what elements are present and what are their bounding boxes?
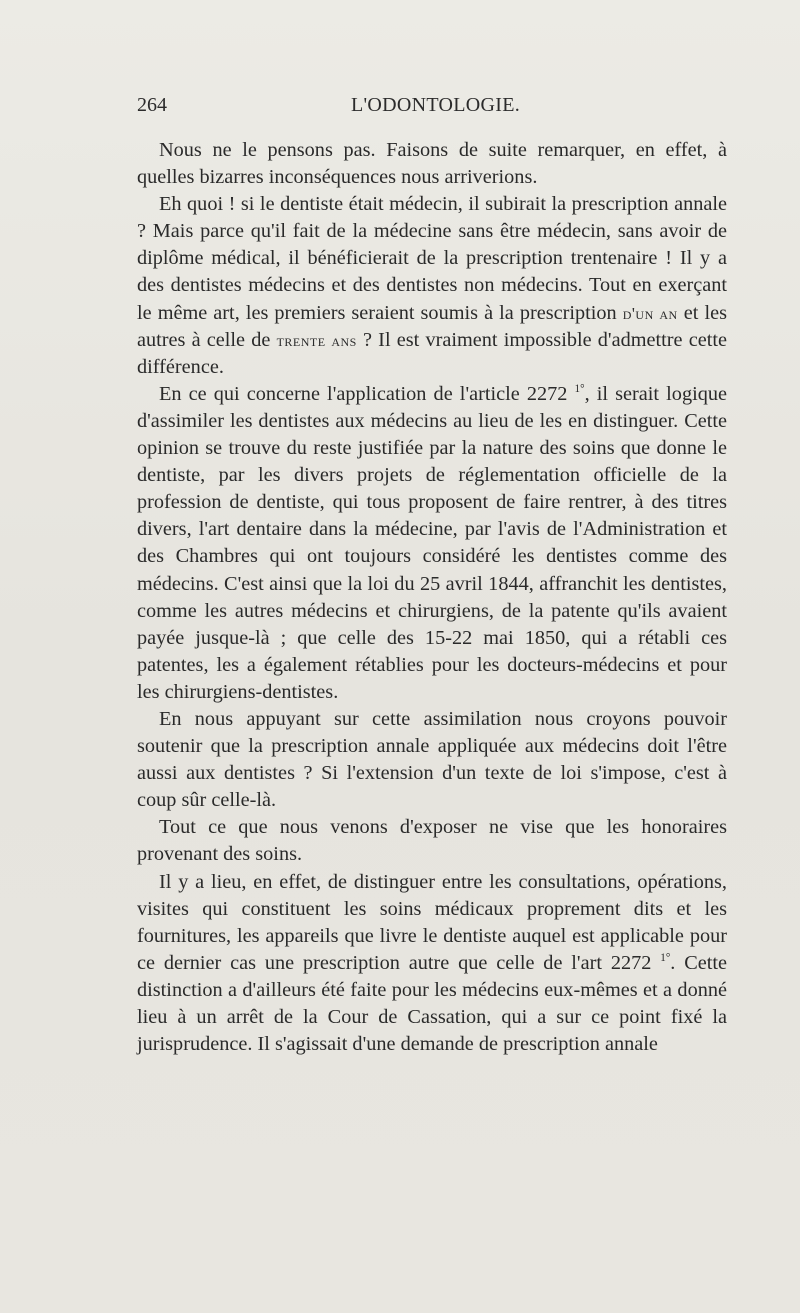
page-header	[137, 94, 727, 124]
running-title: L'ODONTOLOGIE.	[351, 94, 521, 116]
paragraph-2-text-b: et les autres à celle de	[137, 301, 727, 351]
paragraph-3-text-b: , il serait logique d'assimiler les dentistes aux médecins au lieu de les en distinguer. Cette opinion se trouve du reste justifiée par la nature des soins que donne le dentiste, par les divers projets de réglementation officielle de la profession de dentiste, qui tous proposent de faire rentrer, à des titres divers, l'art dentaire dans la médecine, par l'avis de l'Administration et des Chambres qui ont toujours considéré les dentistes comme des médecins. C'est ainsi que la loi du 25 avril 1844, affranchit les dentistes, comme les autres médecins et chirurgiens, de la patente qu'ils avaient payée jusque-là ; que celle des 15-22 mai 1850, qui a rétabli ces patentes, les a également rétablies pour les docteurs-médecins et pour les chirurgiens-dentistes.	[137, 382, 728, 703]
paragraph-6	[137, 869, 727, 1059]
body-text	[137, 137, 727, 1058]
paragraph-3	[137, 381, 727, 706]
article-superscript: 1°	[574, 383, 585, 396]
paragraph-5: Tout ce que nous venons d'exposer ne vise que les honoraires provenant des soins.	[137, 816, 727, 866]
paragraph-6-text-b: . Cette distinction a d'ailleurs été faite pour les médecins eux-mêmes et a donné lieu à un arrêt de la Cour de Cassation, qui a sur ce point fixé la jurisprudence. Il s'agissait d'une demande de prescription annale	[137, 951, 727, 1056]
article-superscript: 1°	[660, 952, 671, 964]
paragraph-1: Nous ne le pensons pas. Faisons de suite remarquer, en effet, à quelles bizarres inconséquences nous arriverions.	[137, 139, 727, 189]
page-number: 264	[137, 94, 167, 116]
small-caps-thirty-years: trente ans	[276, 330, 357, 350]
paragraph-2-text-c: ? Il est vraiment impossible d'admettre cette différence.	[137, 328, 727, 378]
small-caps-one-year: d'un an	[622, 303, 678, 323]
paragraph-6-text-a: Il y a lieu, en effet, de distinguer entre les consultations, opérations, visites qui constituent les soins médicaux proprement dits et les fournitures, les appareils que livre le dentiste auquel est applicable pour ce dernier cas une prescription autre que celle de l'art 2272	[137, 870, 727, 974]
paragraph-2-text-a: Eh quoi ! si le dentiste était médecin, il subirait la prescription annale ? Mais parce qu'il fait de la médecine sans être médecin, sans avoir de diplôme médical, il bénéficierait de la prescription trentenaire ! Il y a des dentistes médecins et des dentistes non médecins. Tout en exerçant le même art, les premiers seraient soumis à la prescription	[137, 193, 727, 324]
paragraph-3-text-a: En ce qui concerne l'application de l'article 2272	[159, 382, 575, 405]
paragraph-2	[137, 191, 727, 381]
paragraph-4: En nous appuyant sur cette assimilation nous croyons pouvoir soutenir que la prescription annale appliquée aux médecins doit l'être aussi aux dentistes ? Si l'extension d'un texte de loi s'impose, c'est à coup sûr celle-là.	[137, 707, 727, 812]
